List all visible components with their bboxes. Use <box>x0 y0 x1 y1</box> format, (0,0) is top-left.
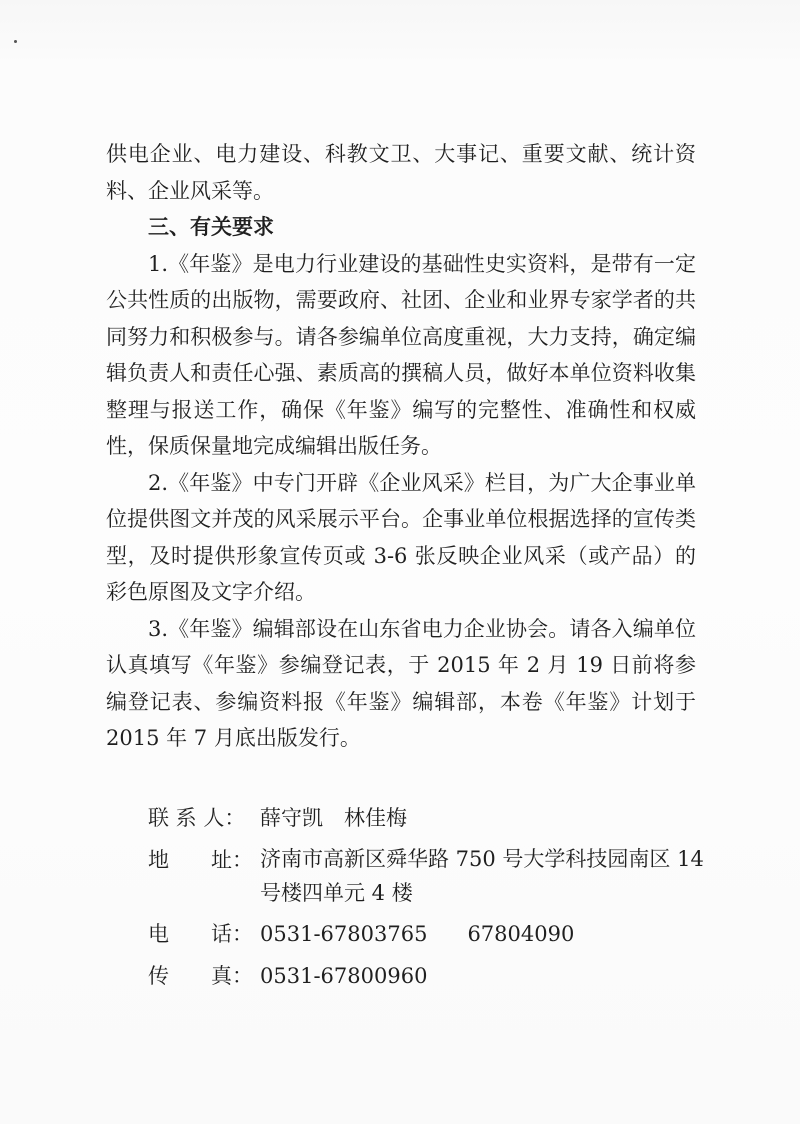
address-label: 地 址： <box>148 848 253 872</box>
contact-block <box>148 800 708 1000</box>
contact-person-value: 薛守凯 林佳梅 <box>260 806 407 830</box>
phone-label: 电 话： <box>148 922 253 946</box>
phone-values <box>260 916 708 952</box>
document-body <box>106 136 696 757</box>
requirement-3: 3.《年鉴》编辑部设在山东省电力企业协会。请各入编单位认真填写《年鉴》参编登记表，于 2015 年 2 月 19 日前将参编登记表、参编资料报《年鉴》编辑部，本卷《年鉴》计划于 2015 年 7 月底出版发行。 <box>106 616 696 750</box>
contact-row-address <box>148 842 708 910</box>
requirement-2: 2.《年鉴》中专门开辟《企业风采》栏目，为广大企事业单位提供图文并茂的风采展示平台。企事业单位根据选择的宣传类型，及时提供形象宣传页或 3-6 张反映企业风采（或产品）的彩色原图及文字介绍。 <box>106 470 696 604</box>
contact-row-person <box>148 800 708 836</box>
fax-label: 传 真： <box>148 964 253 988</box>
intro-paragraph: 供电企业、电力建设、科教文卫、大事记、重要文献、统计资料、企业风采等。 <box>106 142 696 203</box>
requirement-1: 1.《年鉴》是电力行业建设的基础性史实资料，是带有一定公共性质的出版物，需要政府、社团、企业和业界专家学者的共同努力和积极参与。请各参编单位高度重视，大力支持，确定编辑负责人和责任心强、素质高的撰稿人员，做好本单位资料收集整理与报送工作，确保《年鉴》编写的完整性、准确性和权威性，保质保量地完成编辑出版任务。 <box>106 251 696 458</box>
section-heading-requirements: 三、有关要求 <box>148 215 274 239</box>
fax-value: 0531-67800960 <box>260 964 428 988</box>
phone-number-2: 67804090 <box>467 922 575 946</box>
scan-speck <box>14 40 17 43</box>
contact-person-label: 联 系 人： <box>148 806 246 830</box>
contact-row-fax <box>148 958 708 994</box>
contact-row-phone <box>148 916 708 952</box>
phone-number-1: 0531-67803765 <box>260 922 428 946</box>
address-value: 济南市高新区舜华路 750 号大学科技园南区 14 号楼四单元 4 楼 <box>260 847 704 905</box>
